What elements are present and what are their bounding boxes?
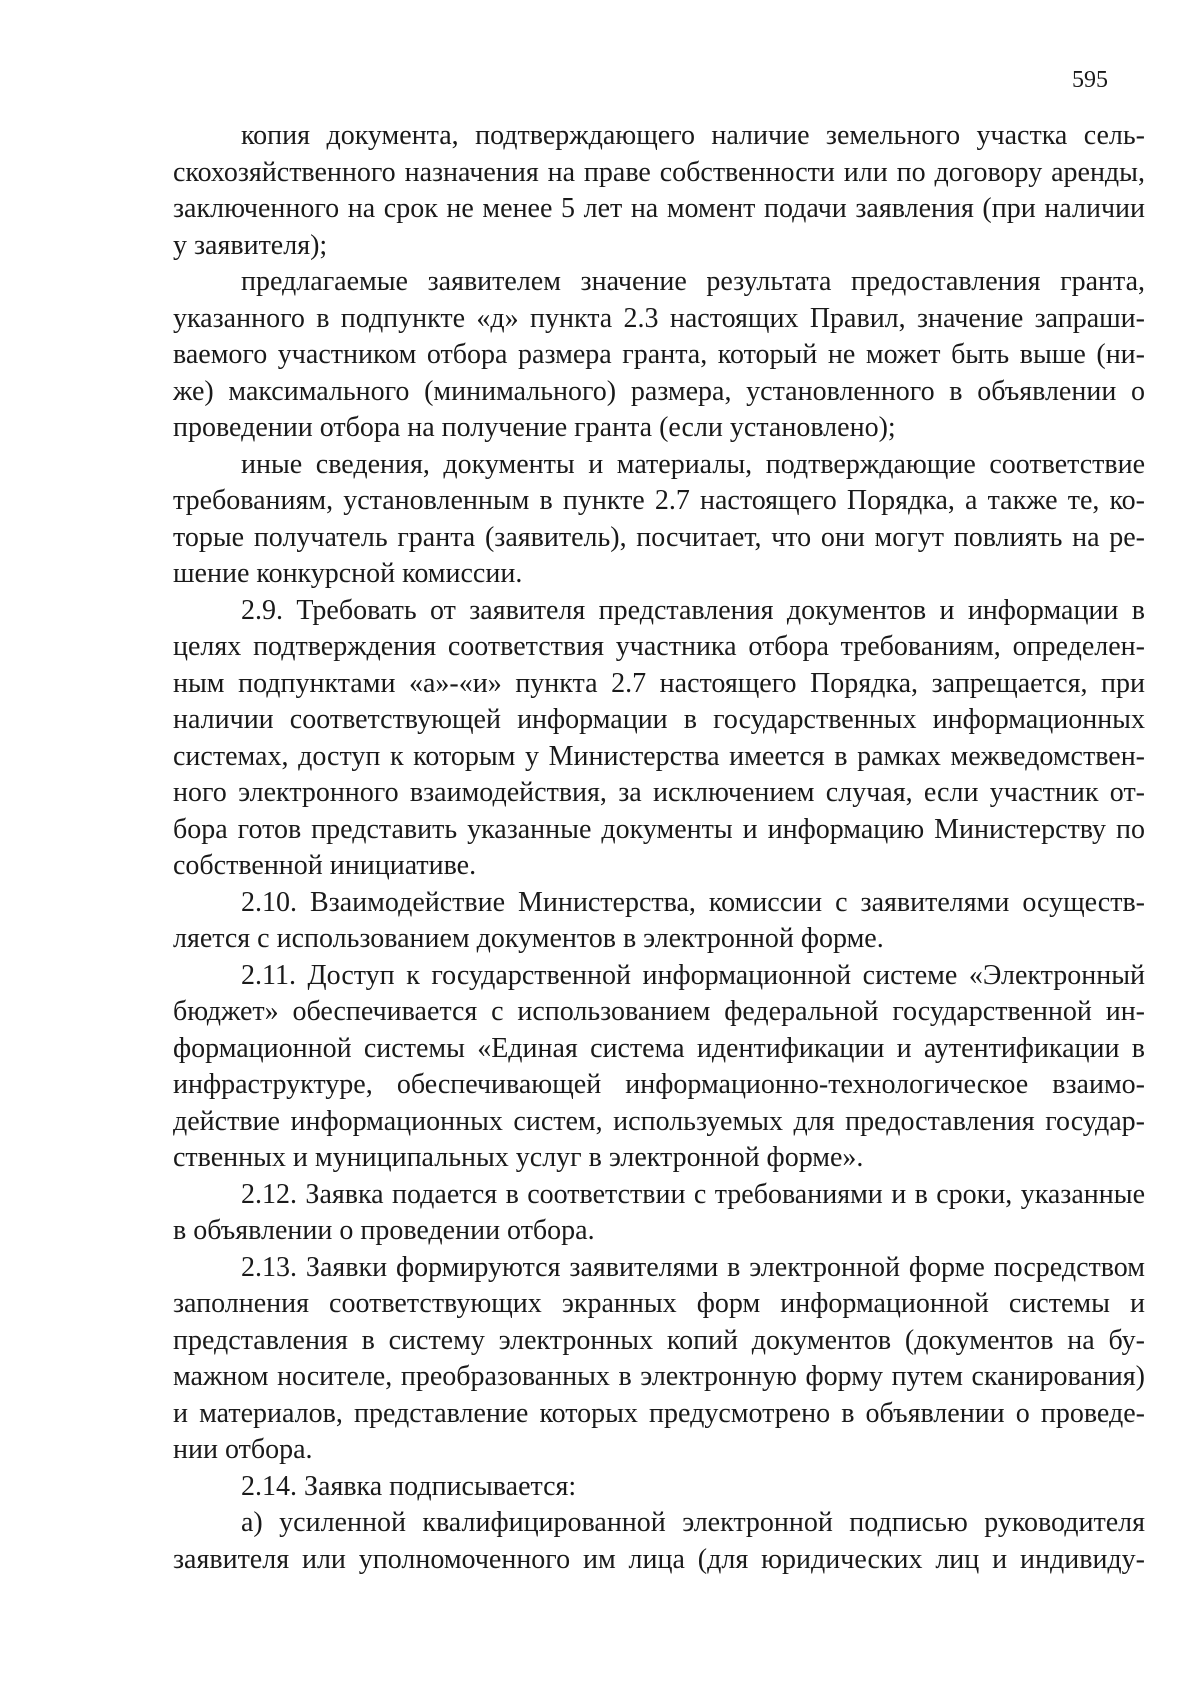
text-line: копия документа, подтверждающего наличие земельного участка сель- [241, 120, 1145, 151]
text-line: собственной инициативе. [173, 850, 477, 881]
text-line: у заявителя); [173, 229, 328, 261]
text-line: 2.14. Заявка подписывается: [241, 1470, 577, 1502]
paragraph [173, 264, 1145, 447]
text-line: заявителя или уполномоченного им лица (для юридических лиц и индивиду- [173, 1543, 1145, 1575]
text-line: ным подпунктами «а»-«и» пункта 2.7 настоящего Порядка, запрещается, при [173, 667, 1145, 699]
paragraph [173, 1469, 1145, 1506]
paragraph [173, 958, 1145, 1177]
page-number: 595 [1072, 67, 1108, 93]
text-line: бора готов представить указанные документы и информацию Министерству по [173, 813, 1145, 845]
paragraph [173, 447, 1145, 593]
text-line: ляется с использованием документов в электронной форме. [173, 923, 884, 954]
paragraph [173, 1505, 1145, 1578]
text-line: же) максимального (минимального) размера, установленного в объявлении о [173, 375, 1145, 407]
text-line: заключенного на срок не менее 5 лет на момент подачи заявления (при наличии [173, 193, 1145, 224]
paragraph [173, 593, 1145, 885]
text-line: ного электронного взаимодействия, за исключением случая, если участник от- [173, 777, 1145, 808]
text-line: 2.11. Доступ к государственной информационной системе «Электронный [241, 959, 1145, 991]
text-line: указанного в подпункте «д» пункта 2.3 настоящих Правил, значение запраши- [173, 302, 1145, 334]
text-line: предлагаемые заявителем значение результата предоставления гранта, [241, 266, 1145, 297]
document-body [173, 118, 1145, 1578]
text-line: нии отбора. [173, 1434, 313, 1465]
text-line: представления в систему электронных копий документов (документов на бу- [173, 1324, 1145, 1356]
text-line: заполнения соответствующих экранных форм информационной системы и [173, 1288, 1145, 1319]
text-line: бюджет» обеспечивается с использованием федеральной государственной ин- [173, 996, 1145, 1027]
text-line: ваемого участником отбора размера гранта, который не может быть выше (ни- [173, 339, 1145, 370]
text-line: и материалов, представление которых предусмотрено в объявлении о проведе- [173, 1397, 1145, 1429]
text-line: формационной системы «Единая система идентификации и аутентификации в [173, 1032, 1145, 1064]
text-line: скохозяйственного назначения на праве собственности или по договору аренды, [173, 156, 1145, 188]
paragraph [173, 118, 1145, 264]
text-line: мажном носителе, преобразованных в электронную форму путем сканирования) [173, 1361, 1145, 1392]
text-line: целях подтверждения соответствия участника отбора требованиям, определен- [173, 631, 1145, 662]
text-line: в объявлении о проведении отбора. [173, 1215, 595, 1246]
paragraph [173, 1250, 1145, 1469]
text-line: требованиям, установленным в пункте 2.7 настоящего Порядка, а также те, ко- [173, 485, 1145, 516]
text-line: ственных и муниципальных услуг в электронной форме». [173, 1142, 864, 1173]
text-line: а) усиленной квалифицированной электронной подписью руководителя [241, 1507, 1145, 1538]
text-line: системах, доступ к которым у Министерства имеется в рамках межведомствен- [173, 740, 1145, 772]
text-line: иные сведения, документы и материалы, подтверждающие соответствие [241, 448, 1145, 480]
text-line: торые получатель гранта (заявитель), посчитает, что они могут повлиять на ре- [173, 521, 1145, 553]
text-line: 2.12. Заявка подается в соответствии с требованиями и в сроки, указанные [241, 1178, 1145, 1210]
text-line: 2.9. Требовать от заявителя представления документов и информации в [241, 594, 1145, 626]
paragraph [173, 885, 1145, 958]
paragraph [173, 1177, 1145, 1250]
text-line: проведении отбора на получение гранта (если установлено); [173, 412, 896, 443]
text-line: шение конкурсной комиссии. [173, 558, 523, 589]
text-line: действие информационных систем, используемых для предоставления государ- [173, 1105, 1145, 1137]
text-line: 2.13. Заявки формируются заявителями в электронной форме посредством [241, 1251, 1145, 1283]
text-line: наличии соответствующей информации в государственных информационных [173, 704, 1145, 735]
text-line: инфраструктуре, обеспечивающей информационно-технологическое взаимо- [173, 1069, 1145, 1100]
text-line: 2.10. Взаимодействие Министерства, комиссии с заявителями осуществ- [241, 886, 1145, 918]
